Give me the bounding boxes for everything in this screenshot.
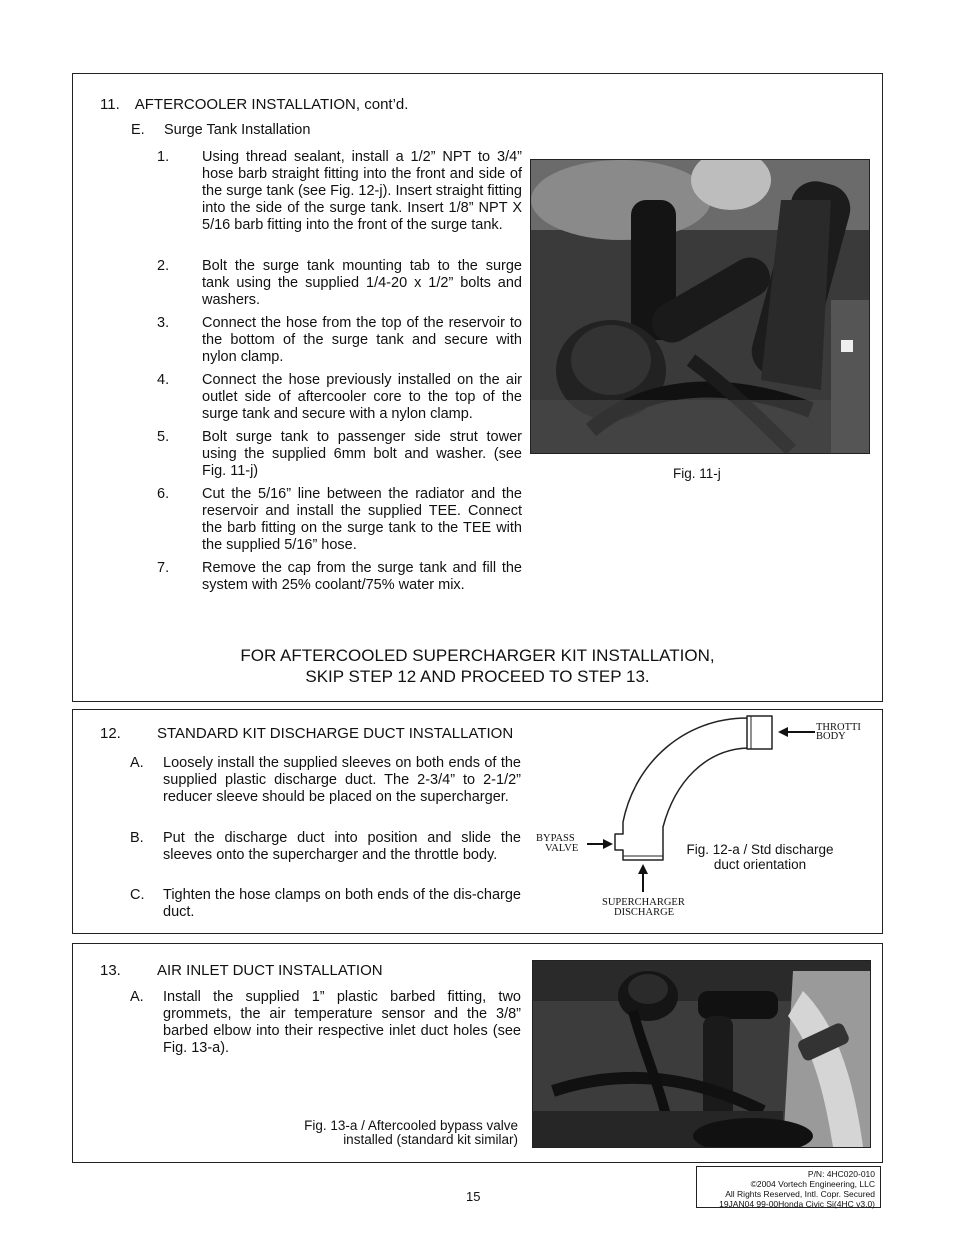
step-text: Using thread sealant, install a 1/2” NPT to 3/4” hose barb straight fitting into the front and side of the surge tank (see Fig. 12-j). Insert straight fitting into the side of the surge tank. Insert 1/8” NPT X 5/16 barb fitting into the front of the surge tank. bbox=[202, 149, 522, 233]
step-text: Put the discharge duct into position and slide the sleeves onto the supercharger and the throttle body. bbox=[163, 830, 521, 863]
fig-12-a-caption-1: Fig. 12-a / Std discharge bbox=[686, 842, 834, 857]
duct-outline bbox=[615, 716, 772, 860]
section-11-sub-title: Surge Tank Installation bbox=[164, 122, 311, 138]
fig-11-j-caption: Fig. 11-j bbox=[673, 466, 721, 481]
page-number: 15 bbox=[466, 1189, 481, 1204]
label-sc-1: SUPERCHARGER bbox=[602, 897, 685, 908]
step-text: Tighten the hose clamps on both ends of the dis-charge duct. bbox=[163, 887, 521, 920]
skip-notice-line-2: SKIP STEP 12 AND PROCEED TO STEP 13. bbox=[305, 667, 650, 686]
step-text: Cut the 5/16” line between the radiator and the reservoir and install the supplied TEE. Connect the barb fitting on the surge tank to the TEE with the supplied 5/16” hose. bbox=[202, 486, 522, 553]
fig-11-j-photo bbox=[530, 159, 870, 454]
label-bypass-2: VALVE bbox=[545, 843, 579, 854]
step-text: Install the supplied 1” plastic barbed fitting, two grommets, the air temperature sensor and the 3/8” barbed elbow into their respective inlet duct holes (see Fig. 13-a). bbox=[163, 989, 521, 1056]
section-12-num: 12. bbox=[100, 725, 121, 742]
step-text: Bolt the surge tank mounting tab to the surge tank using the supplied 1/4-20 x 1/2” bolts and washers. bbox=[202, 258, 522, 308]
section-13-heading: AIR INLET DUCT INSTALLATION bbox=[157, 962, 383, 979]
label-throttle-2: BODY bbox=[816, 731, 846, 742]
footer-part-number: P/N: 4HC020-010 bbox=[807, 1169, 875, 1179]
throttle-arrow bbox=[778, 727, 815, 737]
step-text: Connect the hose from the top of the reservoir to the bottom of the surge tank and secure with nylon clamp. bbox=[202, 315, 522, 365]
label-sc-2: DISCHARGE bbox=[614, 907, 675, 918]
section-12-heading: STANDARD KIT DISCHARGE DUCT INSTALLATION bbox=[157, 725, 514, 742]
bypass-arrow bbox=[587, 839, 613, 849]
section-13-num: 13. bbox=[100, 962, 121, 979]
section-11-sub-letter: E. bbox=[131, 122, 145, 138]
label-throttle-1: THROTTI bbox=[816, 722, 861, 733]
footer-info-box bbox=[696, 1166, 881, 1208]
footer-revision: 19JAN04 99-00Honda Civic Si(4HC v3.0) bbox=[719, 1199, 875, 1209]
fig-12-a-caption-2: duct orientation bbox=[713, 857, 807, 872]
step-text: Remove the cap from the surge tank and fill the system with 25% coolant/75% water mix. bbox=[202, 560, 522, 593]
step-text: Connect the hose previously installed on the air outlet side of aftercooler core to the top of the surge tank and secure with a nylon clamp. bbox=[202, 372, 522, 422]
section-11-heading: 11. AFTERCOOLER INSTALLATION, cont’d. bbox=[100, 96, 409, 113]
skip-notice-line-1: FOR AFTERCOOLED SUPERCHARGER KIT INSTALLATION, bbox=[240, 646, 715, 665]
fig-13-a-caption-1: Fig. 13-a / Aftercooled bypass valve bbox=[304, 1118, 518, 1133]
footer-copyright: ©2004 Vortech Engineering, LLC bbox=[750, 1179, 875, 1189]
footer-rights: All Rights Reserved, Intl. Copr. Secured bbox=[725, 1189, 875, 1199]
supercharger-arrow bbox=[638, 864, 648, 892]
label-bypass-1: BYPASS bbox=[536, 833, 575, 844]
fig-13-a-caption-2: installed (standard kit similar) bbox=[343, 1132, 518, 1147]
step-text: Bolt surge tank to passenger side strut tower using the supplied 6mm bolt and washer. (see Fig. 11-j) bbox=[202, 429, 522, 479]
fig-13-a-photo bbox=[532, 960, 871, 1148]
step-text: Loosely install the supplied sleeves on both ends of the supplied plastic discharge duct. The 2-3/4” to 2-1/2” reducer sleeve should be placed on the supercharger. bbox=[163, 755, 521, 805]
